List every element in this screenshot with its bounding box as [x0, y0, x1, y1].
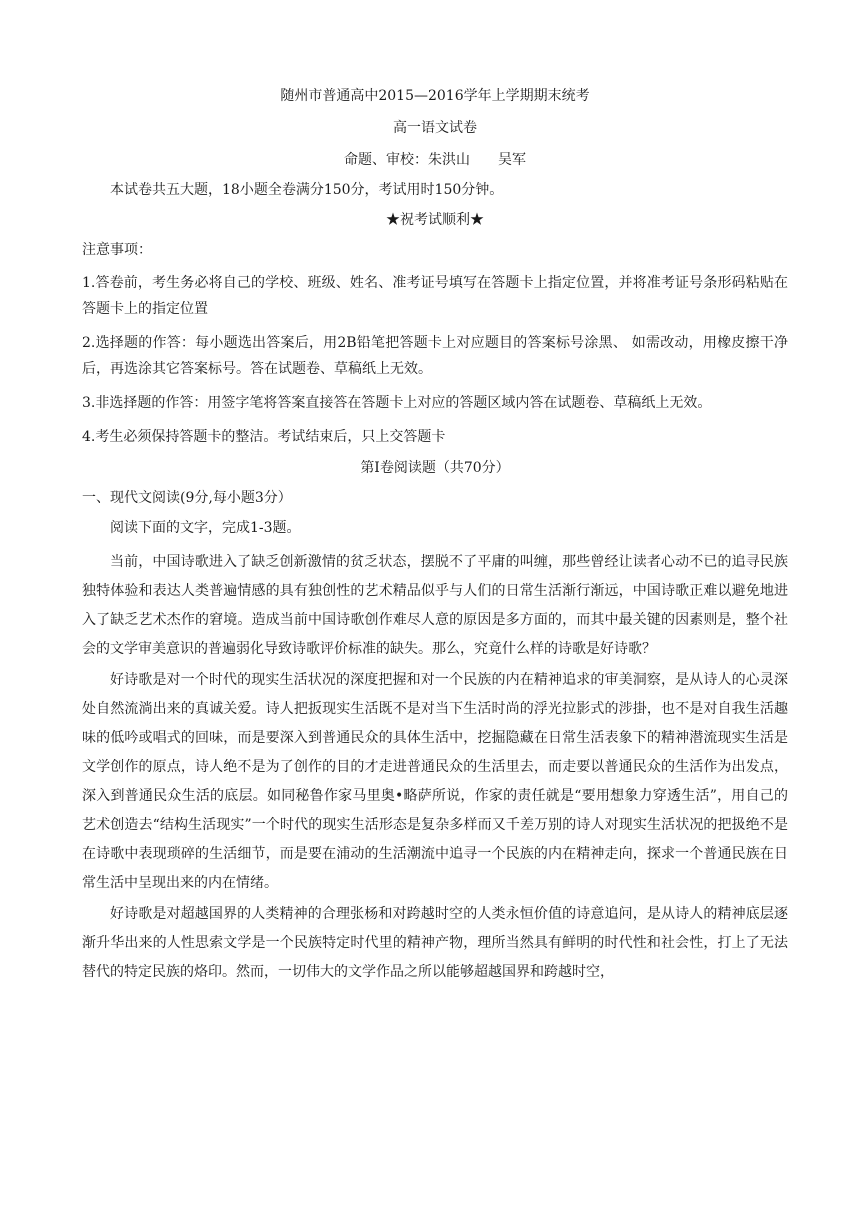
notice-item: 4.考生必须保持答题卡的整洁。考试结束后，只上交答题卡	[82, 429, 446, 445]
exam-page	[82, 86, 788, 989]
reading-instruction: 阅读下面的文字，完成1-3题。	[110, 520, 301, 536]
part-heading: 一、现代文阅读(9分,每小题3分）	[82, 490, 292, 506]
notice-list	[82, 270, 788, 450]
notice-item: 1.答卷前，考生务必将自己的学校、班级、姓名、准考证号填写在答题卡上指定位置，并将准考证号条形码粘贴在答题卡上的指定位置	[82, 275, 788, 317]
notice-item: 2.选择题的作答：每小题选出答案后，用2B铅笔把答题卡上对应题目的答案标号涂黑、 如需改动，用橡皮擦干净后，再选涂其它答案标号。答在试题卷、草稿纸上无效。	[82, 335, 788, 377]
passage-paragraph: 好诗歌是对一个时代的现实生活状况的深度把握和对一个民族的内在精神追求的审美洞察，是从诗人的心灵深处自然流淌出来的真诚关爱。诗人把扳现实生活既不是对当下生活时尚的浮光拉影式的涉掛，也不是对自我生活趣味的低吟或唱式的回味，而是要深入到普通民众的具体生活中，挖掘隐藏在日常生活表象下的精神潜流现实生活是文学创作的原点，诗人绝不是为了创作的目的才走进普通民众的生活里去，而走要以普通民众的生活作为出发点，深入到普通民众生活的底层。如同秘鲁作家马里奥•略萨所说，作家的责任就是“要用想象力穿透生活”，用自己的艺术创造去“结构生活现实”一个时代的现实生活形态是复杂多样而又千差万别的诗人对现实生活状况的把扱绝不是在诗歌中表现琐碎的生活细节，而是要在浦动的生活潮流中追寻一个民族的内在精神走向，探求一个普通民族在日常生活中呈现出来的内在情绪。	[82, 672, 788, 891]
exam-title: 随州市普通高中2015—2016学年上学期期末统考	[280, 88, 590, 104]
section-title: 第Ⅰ卷阅读题（共70分）	[360, 460, 510, 476]
exam-authors: 命题、审校：朱洪山 吴军	[344, 152, 526, 168]
good-luck-banner: ★祝考试顺利★	[386, 212, 484, 228]
passage-paragraph: 好诗歌是对超越国界的人类精神的合理张杨和对跨越时空的人类永恒价值的诗意追问，是从诗人的精神底层逐渐升华出来的人性思索文学是一个民族特定时代里的精神产物，理所当然具有鲜明的时代性和社会性，打上了无法替代的特定民族的烙印。然而，一切伟大的文学作品之所以能够超越国界和跨越时空，	[82, 906, 788, 980]
notice-item: 3.非选择题的作答：用签字笔将答案直接答在答题卡上对应的答题区域内答在试题卷、草稿纸上无效。	[82, 395, 712, 411]
notice-heading: 注意事项：	[82, 242, 152, 258]
exam-subtitle: 高一语文试卷	[393, 120, 477, 136]
exam-intro: 本试卷共五大题，18小题全卷满分150分，考试用时150分钟。	[110, 182, 504, 198]
passage-paragraph: 当前，中国诗歌进入了缺乏创新激情的贫乏状态，摆脱不了平庸的叫缠，那些曾经让读者心动不已的追寻民族独特体验和表达人类普遍情感的具有独创性的艺术精品似乎与人们的日常生活渐行渐远，中国诗歌正难以避免地进入了缺乏艺术杰作的窘境。造成当前中国诗歌创作难尽人意的原因是多方面的，而其中最关键的因素则是，整个社会的文学审美意识的普遍弱化导致诗歌评价标准的缺失。那么，究竟什么样的诗歌是好诗歌？	[82, 554, 788, 657]
